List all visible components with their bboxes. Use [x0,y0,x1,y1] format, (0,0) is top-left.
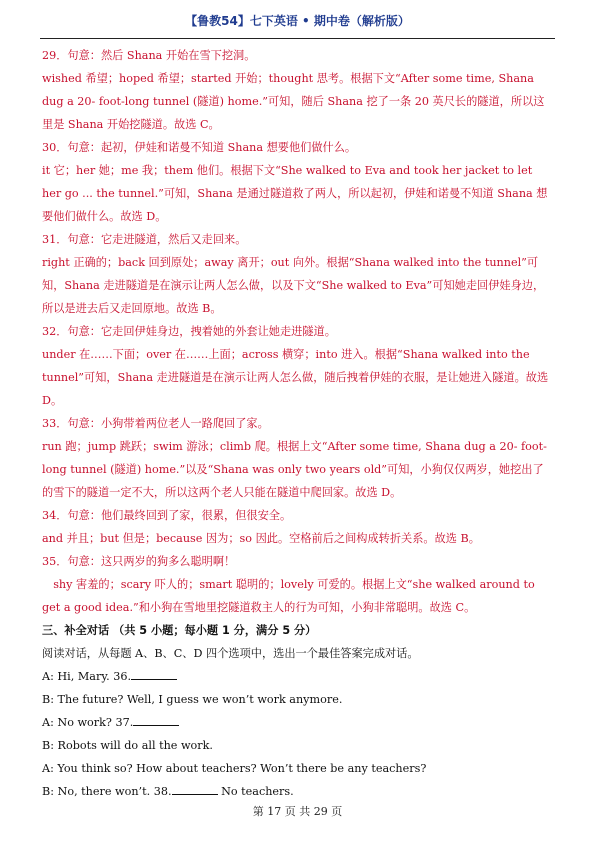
dialogue-text: A: No work? 37. [42,716,134,729]
dialogue-text-after: No teachers. [217,785,294,798]
explanation-34 [42,504,553,550]
page-number: 第 17 页 共 29 页 [252,805,343,818]
dialogue-line [42,711,553,734]
document-body [42,44,553,803]
explanation-33 [42,412,553,504]
dialogue-text: A: Hi, Mary. 36. [42,670,132,683]
explanation-heading: 34．句意：他们最终回到了家，很累，但很安全。 [42,509,292,522]
answer-blank[interactable] [133,715,179,726]
explanation-text: right 正确的；back 回到原处；away 离开；out 向外。根据“Shana walked into the tunnel”可知，Shana 走进隧道是在演示让两人怎么做，以及下文“She walked to Eva”可知她走回伊娃身边，所以是进去后又走回原地。故选 B。 [42,256,545,315]
explanation-29 [42,44,553,136]
header-divider [40,38,555,39]
explanation-heading: 30．句意：起初，伊娃和诺曼不知道 Shana 想要他们做什么。 [42,141,357,154]
dialogue-text: B: No, there won’t. 38. [42,785,172,798]
explanation-31 [42,228,553,320]
explanation-text: under 在……下面；over 在……上面；across 横穿；into 进入。根据“Shana walked into the tunnel”可知，Shana 走进隧道是在演示让两人怎么做，随后拽着伊娃的衣服，是让她进入隧道。故选 D。 [42,348,549,407]
dialogue-line [42,688,553,711]
dialogue-text: A: You think so? How about teachers? Won’t there be any teachers? [42,762,427,775]
explanation-heading: 35．句意：这只两岁的狗多么聪明啊！ [42,555,236,568]
section-title: 三、补全对话 （共 5 小题；每小题 1 分，满分 5 分） [42,624,317,637]
page-header-title: 【鲁教54】七下英语 • 期中卷（解析版） [185,14,410,28]
dialogue-text: B: The future? Well, I guess we won’t work anymore. [42,693,343,706]
explanation-text: run 跑；jump 跳跃；swim 游泳；climb 爬。根据上文“After some time, Shana dug a 20- foot- long tunnel (隧道) home.”以及“Shana was only two years old”可知，小狗仅仅两岁，她挖出了的雪下的隧道一定不大，所以这两个老人只能在隧道中爬回家。故选 D。 [42,440,547,499]
explanation-text: it 它；her 她；me 我；them 他们。根据下文“She walked to Eva and took her jacket to let her go ... the tunnel.”可知，Shana 是通过隧道救了两人，所以起初，伊娃和诺曼不知道 Shana 想要他们做什么。故选 D。 [42,164,548,223]
explanation-heading: 33．句意：小狗带着两位老人一路爬回了家。 [42,417,269,430]
explanation-35 [42,550,553,619]
answer-blank[interactable] [172,784,218,795]
explanation-text: wished 希望；hoped 希望；started 开始；thought 思考。根据下文“After some time, Shana dug a 20- foot-long tunnel (隧道) home.”可知，随后 Shana 挖了一条 20 英尺长的隧道，所以这里是 Shana 开始挖隧道。故选 C。 [42,72,545,131]
section-instruction: 阅读对话，从每题 A、B、C、D 四个选项中，选出一个最佳答案完成对话。 [42,647,419,660]
explanation-text: and 并且；but 但是；because 因为；so 因此。空格前后之间构成转折关系。故选 B。 [42,532,480,545]
explanation-32 [42,320,553,412]
explanation-heading: 29．句意：然后 Shana 开始在雪下挖洞。 [42,49,256,62]
dialogue-line [42,780,553,803]
dialogue-text: B: Robots will do all the work. [42,739,213,752]
answer-blank[interactable] [131,669,177,680]
explanation-30 [42,136,553,228]
dialogue-line [42,665,553,688]
explanation-heading: 31．句意：它走进隧道，然后又走回来。 [42,233,247,246]
explanation-text: shy 害羞的；scary 吓人的；smart 聪明的；lovely 可爱的。根据上文“she walked around to get a good idea.”和小狗在雪地里挖隧道救主人的行为可知，小狗非常聪明。故选 C。 [42,578,535,614]
dialogue-line [42,757,553,780]
dialogue-line [42,734,553,757]
explanation-heading: 32．句意：它走回伊娃身边，拽着她的外套让她走进隧道。 [42,325,336,338]
